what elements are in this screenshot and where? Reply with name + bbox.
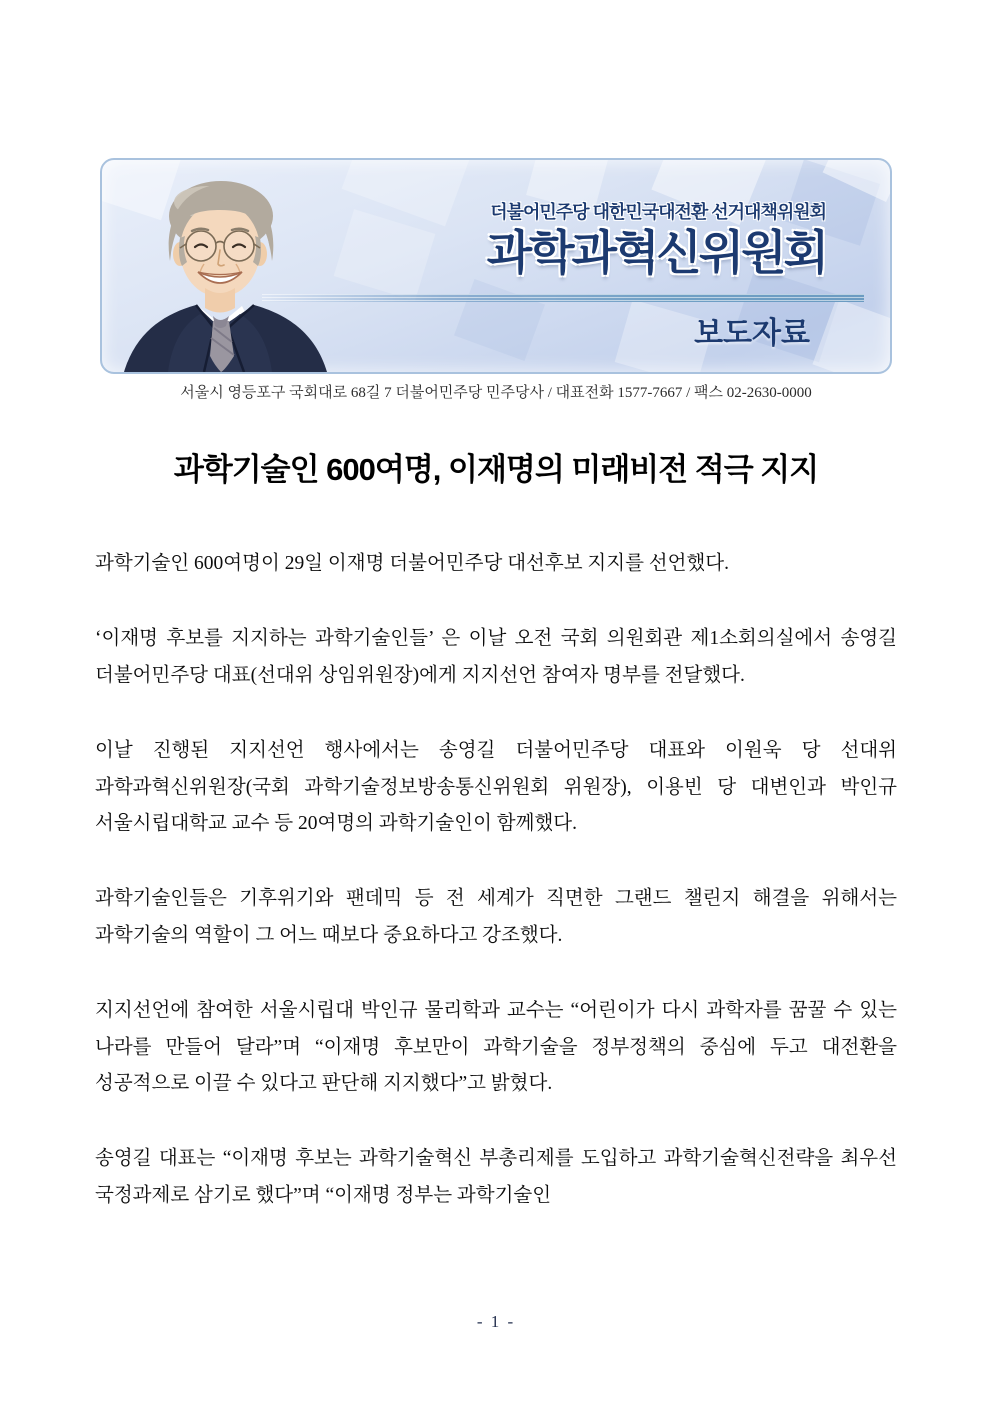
candidate-portrait-photo	[108, 166, 343, 372]
party-address-line: 서울시 영등포구 국회대로 68길 7 더불어민주당 민주당사 / 대표전화 1577-7667 / 팩스 02-2630-0000	[180, 385, 812, 401]
press-release-banner	[100, 158, 892, 374]
body-paragraph: 송영길 대표는 “이재명 후보는 과학기술혁신 부총리제를 도입하고 과학기술혁신전략을 최우선 국정과제로 삼기로 했다”며 “이재명 정부는 과학기술인	[95, 1148, 897, 1206]
article-body	[95, 546, 897, 1253]
body-paragraph: 이날 진행된 지지선언 행사에서는 송영길 더불어민주당 대표와 이원욱 당 선대위 과학과혁신위원장(국회 과학기술정보방송통신위원회 위원장), 이용빈 당 대변인과 박인규 서울시립대학교 교수 등 20여명의 과학기술인이 함께했다.	[95, 740, 897, 835]
banner-text-block	[487, 198, 826, 277]
banner-divider-bar	[262, 294, 864, 302]
body-paragraph: 과학기술인들은 기후위기와 팬데믹 등 전 세계가 직면한 그랜드 챌린지 해결을 위해서는 과학기술의 역할이 그 어느 때보다 중요하다고 강조했다.	[95, 888, 897, 946]
body-paragraph: 지지선언에 참여한 서울시립대 박인규 물리학과 교수는 “어린이가 다시 과학자를 꿈꿀 수 있는 나라를 만들어 달라”며 “이재명 후보만이 과학기술을 정부정책의 중심에 두고 대전환을 성공적으로 이끌 수 있다고 판단해 지지했다”고 밝혔다.	[95, 1000, 897, 1095]
banner-doc-type: 보도자료	[694, 317, 810, 350]
deco-tile	[334, 209, 436, 301]
press-release-headline: 과학기술인 600여명, 이재명의 미래비전 적극 지지	[173, 452, 819, 487]
deco-tile	[454, 279, 545, 361]
page-number: - 1 -	[476, 1312, 516, 1331]
banner-org-line: 더불어민주당 대한민국대전환 선거대책위원회	[490, 202, 826, 222]
body-paragraph: ‘이재명 후보를 지지하는 과학기술인들’ 은 이날 오전 국회 의원회관 제1소회의실에서 송영길 더불어민주당 대표(선대위 상임위원장)에게 지지선언 참여자 명부를 전달했다.	[95, 628, 897, 686]
body-paragraph: 과학기술인 600여명이 29일 이재명 더불어민주당 대선후보 지지를 선언했다.	[95, 553, 730, 574]
banner-committee-name: 과학과혁신위원회	[486, 226, 826, 279]
